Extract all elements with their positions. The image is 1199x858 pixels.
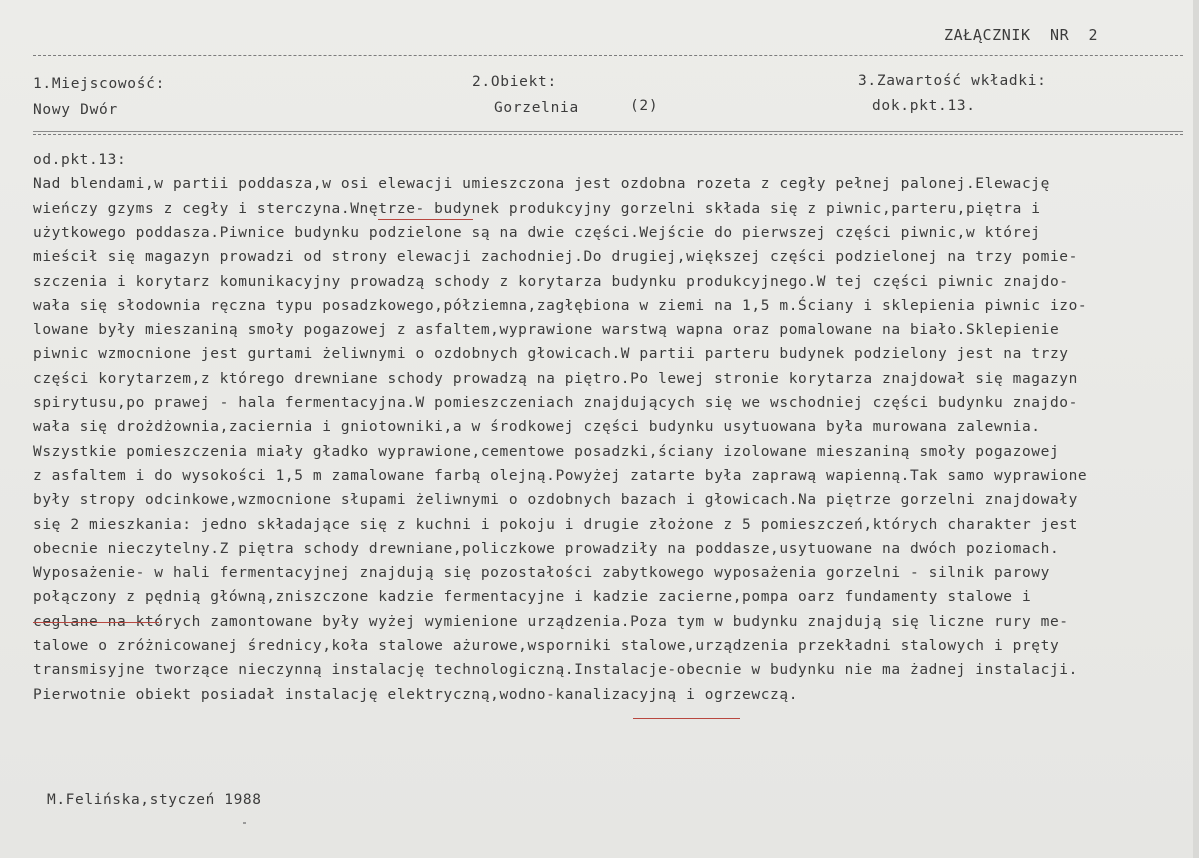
underline-instalacje	[633, 718, 740, 719]
body-line: ceglane na których zamontowane były wyżej wymienione urządzenia.Poza tym w budynku znajdują się liczne rury me-	[33, 613, 1069, 630]
body-line: Pierwotnie obiekt posiadał instalację elektryczną,wodno-kanalizacyjną i ogrzewczą.	[33, 686, 799, 703]
speck	[243, 822, 246, 824]
body-line: wała się drożdżownia,zaciernia i gniotowniki,a w środkowej części budynku usytuowana była murowana zalewnia.	[33, 419, 1041, 436]
body-line: mieścił się magazyn prowadzi od strony elewacji zachodniej.Do drugiej,większej części podzielonej na trzy pomie-	[33, 249, 1078, 266]
signature: M.Felińska,styczeń 1988	[47, 792, 262, 808]
body-line: były stropy odcinkowe,wzmocnione słupami żeliwnymi o ozdobnych bazach i głowicach.Na piętrze gorzelni znajdowały	[33, 492, 1078, 509]
locality-value: Nowy Dwór	[33, 102, 118, 118]
content-label: 3.Zawartość wkładki:	[858, 73, 1047, 89]
body-line: piwnic wzmocnione jest gurtami żeliwnymi o ozdobnych głowicach.W partii parteru budynek podzielony jest na trzy	[33, 346, 1069, 363]
body-line: lowane były mieszaniną smoły pogazowej z asfaltem,wyprawione warstwą wapna oraz pomalowane na biało.Sklepienie	[33, 322, 1060, 339]
attachment-label: ZAŁĄCZNIK NR 2	[944, 26, 1099, 44]
body-line: wieńczy gzyms z cegły i sterczyna.Wnętrze- budynek produkcyjny gorzelni składa się z piwnic,parteru,piętra i	[33, 200, 1041, 217]
locality-label: 1.Miejscowość:	[33, 76, 166, 92]
object-number: (2)	[630, 98, 659, 114]
content-value: dok.pkt.13.	[872, 98, 976, 114]
body-line: szczenia i korytarz komunikacyjny prowadzą schody z korytarza budynku produkcyjnego.W tej części piwnic znajdo-	[33, 273, 1069, 290]
body-line: od.pkt.13:	[33, 152, 127, 168]
body-line: talowe o zróżnicowanej średnicy,koła stalowe ażurowe,wsporniki stalowe,urządzenia przekładni stalowych i pręty	[33, 638, 1060, 654]
body-line: wała się słodownia ręczna typu posadzkowego,półziemna,zagłębiona w ziemi na 1,5 m.Ściany i sklepienia piwnic izo-	[33, 297, 1088, 314]
body-line: Nad blendami,w partii poddasza,w osi elewacji umieszczona jest ozdobna rozeta z cegły pełnej palonej.Elewację	[33, 176, 1050, 193]
underline-wyposazenie	[33, 622, 159, 623]
body-line: użytkowego poddasza.Piwnice budynku podzielone są na dwie części.Wejście do pierwszej części piwnic,w której	[33, 224, 1041, 241]
body-line: się 2 mieszkania: jedno składające się z kuchni i pokoju i drugie złożone z 5 pomieszczeń,których charakter jest	[33, 516, 1078, 533]
body-line: spirytusu,po prawej - hala fermentacyjna.W pomieszczeniach znajdujących się we wschodniej części budynku znajdo-	[33, 395, 1078, 411]
object-value: Gorzelnia	[494, 100, 579, 116]
underline-wnetrze	[378, 219, 473, 220]
body-line: części korytarzem,z którego drewniane schody prowadzą na piętro.Po lewej stronie korytarza znajdował się magazyn	[33, 370, 1078, 387]
body-line: Wyposażenie- w hali fermentacyjnej znajdują się pozostałości zabytkowego wyposażenia gorzelni - silnik parowy	[33, 565, 1050, 582]
body-line: Wszystkie pomieszczenia miały gładko wyprawione,cementowe posadzki,ściany izolowane mieszaniną smoły pogazowej	[33, 443, 1060, 460]
body-line: obecnie nieczytelny.Z piętra schody drewniane,policzkowe prowadziły na poddasze,usytuowane na dwóch poziomach.	[33, 540, 1060, 557]
body-line: transmisyjne tworzące nieczynną instalację technologiczną.Instalacje-obecnie w budynku nie ma żadnej instalacji.	[33, 662, 1078, 679]
body-line: połączony z pędnią główną,zniszczone kadzie fermentacyjne i kadzie zacierne,pompa oarz fundamenty stalowe i	[33, 589, 1032, 606]
body-line: z asfaltem i do wysokości 1,5 m zamalowane farbą olejną.Powyżej zatarte była zaprawą wapienną.Tak samo wyprawione	[33, 467, 1088, 484]
object-label: 2.Obiekt:	[472, 74, 557, 90]
